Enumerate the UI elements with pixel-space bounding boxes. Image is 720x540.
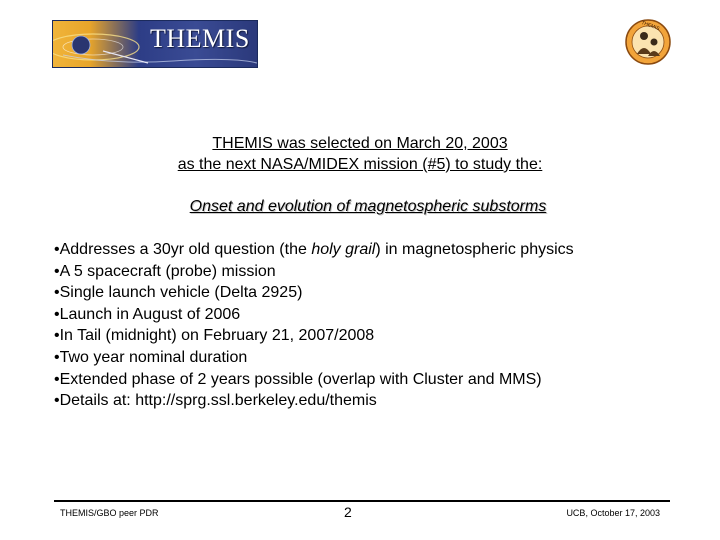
footer-left-text: THEMIS/GBO peer PDR	[60, 508, 159, 518]
themis-logo-banner	[52, 20, 258, 68]
list-item: •A 5 spacecraft (probe) mission	[54, 262, 276, 280]
mission-facts-list	[54, 239, 694, 412]
list-item: •In Tail (midnight) on February 21, 2007/2008	[54, 327, 375, 345]
bullet-1-post: ) in magnetospheric physics	[375, 241, 574, 258]
list-item: •Details at: http://sprg.ssl.berkeley.edu/themis	[54, 392, 377, 410]
bullet-1-emphasis: holy grail	[311, 241, 376, 258]
footer-right-text: UCB, October 17, 2003	[566, 508, 660, 518]
list-item	[54, 239, 694, 261]
selection-header	[0, 133, 720, 175]
list-item: •Launch in August of 2006	[54, 305, 241, 323]
list-item: •Single launch vehicle (Delta 2925)	[54, 284, 303, 302]
footer-divider	[54, 500, 670, 502]
list-item: •Two year nominal duration	[54, 348, 248, 366]
header-line-2: as the next NASA/MIDEX mission (#5) to study the:	[177, 156, 543, 173]
page-number: 2	[344, 504, 352, 520]
bullet-1-pre: •Addresses a 30yr old question (the	[54, 241, 312, 258]
themis-mascot-icon	[623, 18, 673, 66]
logo-title: THEMIS	[150, 24, 250, 53]
mascot-badge-text: THEMIS	[640, 20, 661, 33]
list-item: •Extended phase of 2 years possible (overlap with Cluster and MMS)	[54, 370, 542, 388]
mission-subtitle: Onset and evolution of magnetospheric substorms	[189, 198, 547, 215]
header-line-1: THEMIS was selected on March 20, 2003	[212, 135, 508, 152]
